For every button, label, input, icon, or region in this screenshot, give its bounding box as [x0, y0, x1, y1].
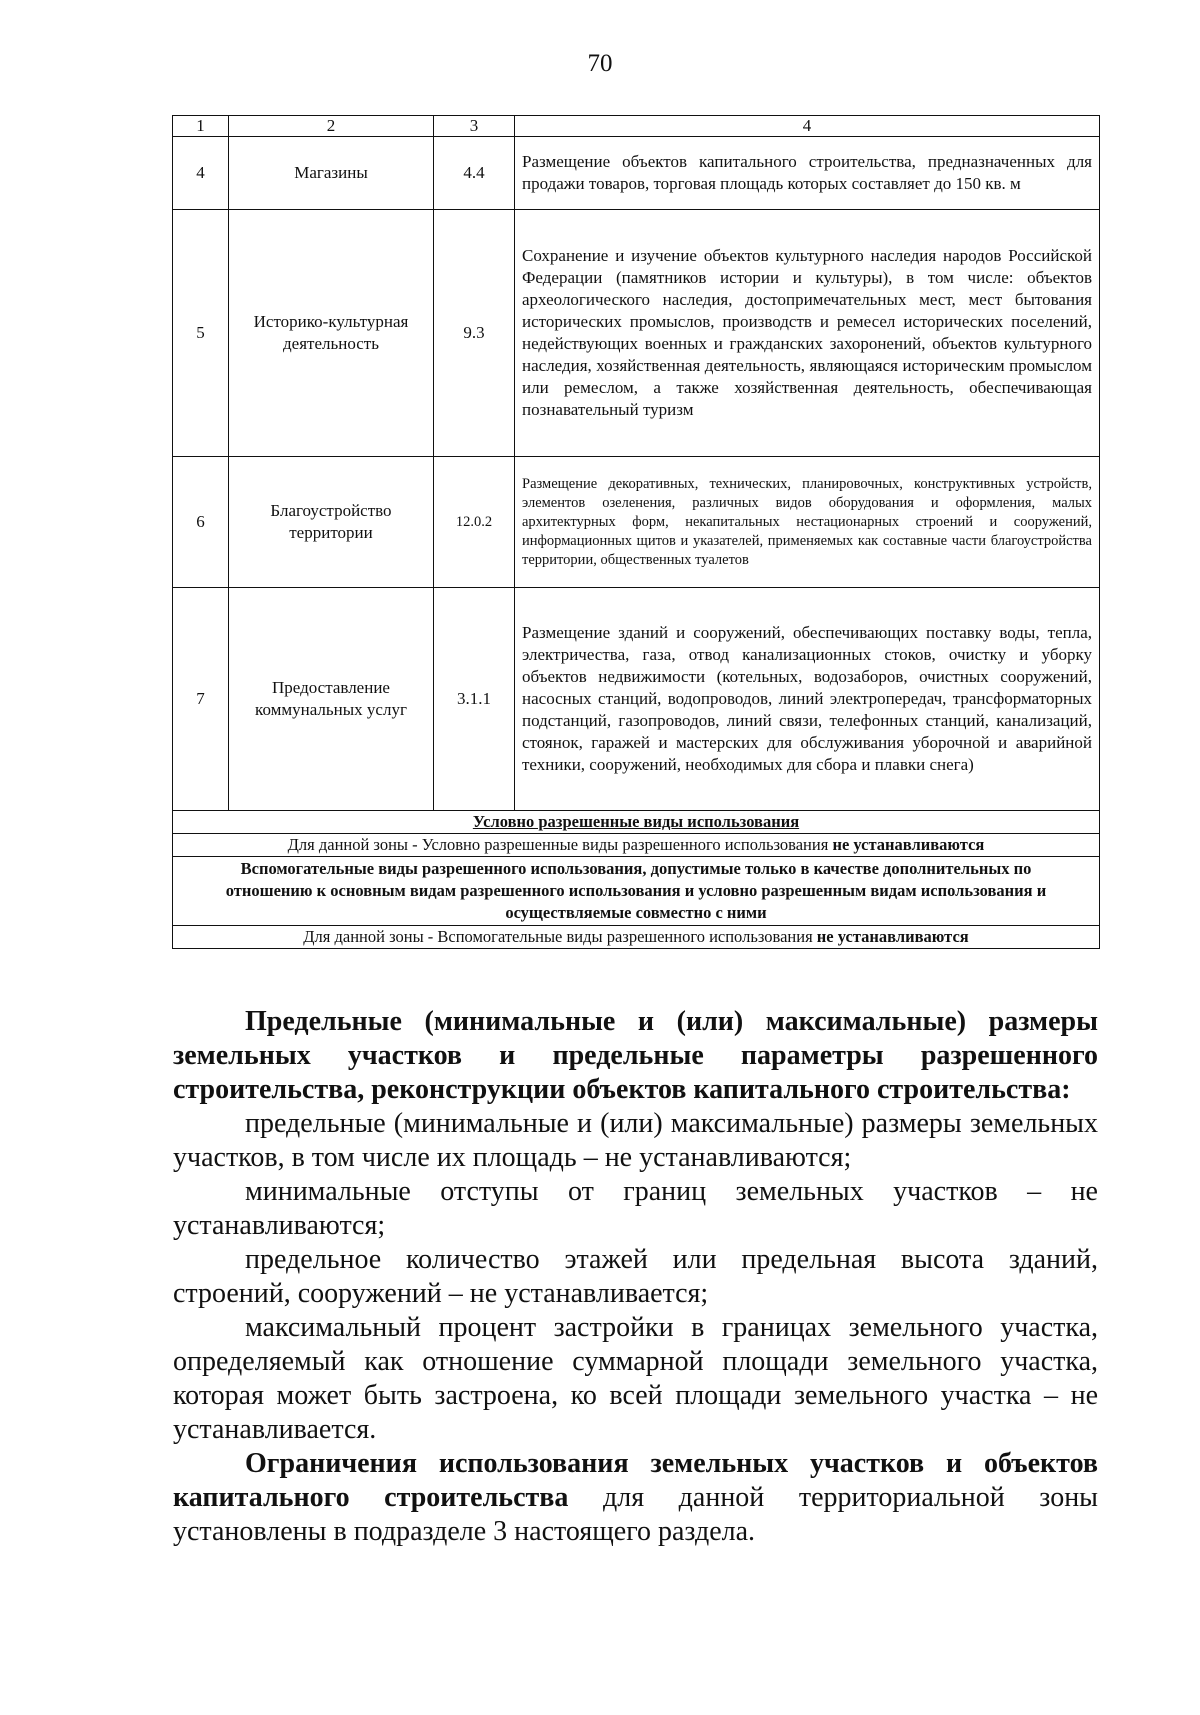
auxiliary-uses-heading: Вспомогательные виды разрешенного использования, допустимые только в качестве дополнительных по отношению к основным видам разрешенного использования и условно разрешенным видам использования и осуществляемые совместно с ними	[173, 857, 1100, 926]
use-code: 3.1.1	[434, 588, 515, 811]
header-col-3: 3	[434, 116, 515, 137]
restrictions-rest: для данной территориальной зоны установлены в подразделе 3 настоящего раздела.	[173, 1482, 1098, 1547]
header-col-4: 4	[515, 116, 1100, 137]
limits-heading: Предельные (минимальные и (или) максимальные) размеры земельных участков и предельные параметры разрешенного строительства, реконструкции объектов капитального строительства:	[173, 1006, 1098, 1105]
auxiliary-uses-note	[173, 926, 1100, 949]
auxiliary-note-emphasis: не устанавливаются	[816, 927, 969, 946]
permitted-uses-table	[172, 115, 1100, 949]
body-text	[173, 1005, 1098, 1549]
conditional-uses-note-row	[173, 834, 1100, 857]
use-description: Размещение зданий и сооружений, обеспечивающих поставку воды, тепла, электричества, газа, отвод канализационных стоков, очистку и уборку объектов недвижимости (котельных, водозаборов, очистных сооружений, насосных станций, водопроводов, линий электропередач, трансформаторных подстанций, газопроводов, линий связи, телефонных станций, канализаций, стоянок, гаражей и мастерских для обслуживания уборочной и аварийной техники, сооружений, необходимых для сбора и плавки снега)	[515, 588, 1100, 811]
table-row	[173, 137, 1100, 210]
table-row	[173, 210, 1100, 457]
row-number: 4	[173, 137, 229, 210]
conditional-uses-note	[173, 834, 1100, 857]
use-description: Размещение декоративных, технических, планировочных, конструктивных устройств, элементов озеленения, различных видов оборудования и оформления, малых архитектурных форм, некапитальных нестационарных строений и сооружений, информационных щитов и указателей, применяемых как составные части благоустройства территории, общественных туалетов	[515, 457, 1100, 588]
use-name: Предоставление коммунальных услуг	[229, 588, 434, 811]
paragraph-restrictions	[173, 1447, 1098, 1549]
use-code: 4.4	[434, 137, 515, 210]
conditional-note-text: Для данной зоны - Условно разрешенные виды разрешенного использования	[287, 835, 833, 854]
use-description: Сохранение и изучение объектов культурного наследия народов Российской Федерации (памятников истории и культуры), в том числе: объектов археологического наследия, достопримечательных мест, мест бытования исторических промыслов, производств и ремесел исторических поселений, недействующих военных и гражданских захоронений, объектов культурного наследия, хозяйственная деятельность, являющаяся историческим промыслом или ремеслом, а также хозяйственная деятельность, обеспечивающая познавательный туризм	[515, 210, 1100, 457]
table-row	[173, 457, 1100, 588]
header-col-2: 2	[229, 116, 434, 137]
conditional-uses-heading: Условно разрешенные виды использования	[173, 811, 1100, 834]
use-name: Магазины	[229, 137, 434, 210]
paragraph-floors: предельное количество этажей или предельная высота зданий, строений, сооружений – не устанавливается;	[173, 1244, 1098, 1309]
header-col-1: 1	[173, 116, 229, 137]
use-code: 9.3	[434, 210, 515, 457]
use-name: Историко-культурная деятельность	[229, 210, 434, 457]
row-number: 6	[173, 457, 229, 588]
page-number: 70	[587, 50, 613, 77]
conditional-note-emphasis: не устанавливаются	[832, 835, 985, 854]
row-number: 5	[173, 210, 229, 457]
auxiliary-note-text: Для данной зоны - Вспомогательные виды разрешенного использования	[303, 927, 817, 946]
paragraph-coverage: максимальный процент застройки в границах земельного участка, определяемый как отношение суммарной площади земельного участка, которая может быть застроена, ко всей площади земельного участка – не устанавливается.	[173, 1312, 1098, 1445]
restrictions-bold: Ограничения использования земельных участков и объектов капитального строительства	[173, 1448, 1098, 1513]
row-number: 7	[173, 588, 229, 811]
paragraph-setbacks: минимальные отступы от границ земельных участков – не устанавливаются;	[173, 1176, 1098, 1241]
table-row	[173, 588, 1100, 811]
use-description: Размещение объектов капитального строительства, предназначенных для продажи товаров, торговая площадь которых составляет до 150 кв. м	[515, 137, 1100, 210]
table-header-row	[173, 116, 1100, 137]
auxiliary-uses-heading-row	[173, 857, 1100, 926]
use-name: Благоустройство территории	[229, 457, 434, 588]
auxiliary-uses-note-row	[173, 926, 1100, 949]
paragraph-plot-sizes: предельные (минимальные и (или) максимальные) размеры земельных участков, в том числе их площадь – не устанавливаются;	[173, 1108, 1098, 1173]
use-code: 12.0.2	[434, 457, 515, 588]
conditional-uses-heading-row	[173, 811, 1100, 834]
